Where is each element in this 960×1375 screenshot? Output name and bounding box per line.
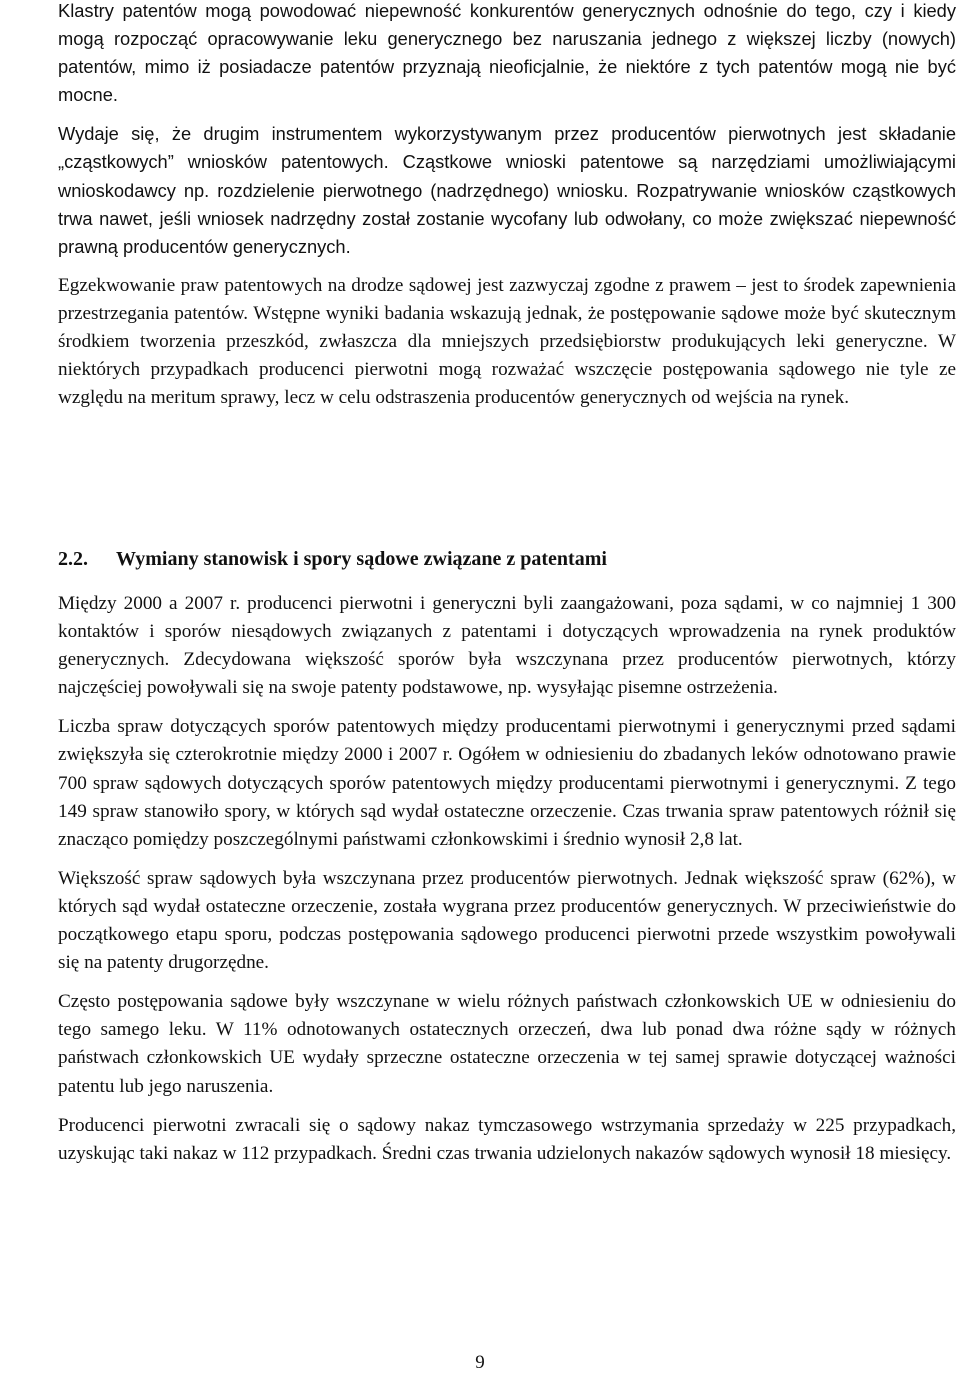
body-text-top bbox=[58, 0, 956, 570]
paragraph-interim-injunctions: Producenci pierwotni zwracali się o sądowy nakaz tymczasowego wstrzymania sprzedaży w 225 przypadkach, uzyskując taki nakaz w 112 przypadkach. Średni czas trwania udzielonych nakazów sądowych wynosił 18 miesięcy. bbox=[58, 1114, 956, 1164]
section-title: Wymiany stanowisk i spory sądowe związane z patentami bbox=[116, 548, 607, 570]
page-number: 9 bbox=[475, 1352, 485, 1373]
paragraph-multiple-member-states: Często postępowania sądowe były wszczynane w wielu różnych państwach członkowskich UE w odniesieniu do tego samego leku. W 11% odnotowanych ostatecznych orzeczeń, dwa lub ponad dwa różne sądy w różnych państwach członkowskich UE wydały sprzeczne ostateczne orzeczenia w tej samej sprawie dotyczącej ważności patentu lub jego naruszenia. bbox=[58, 991, 956, 1097]
paragraph-divisional-applications: Wydaje się, że drugim instrumentem wykorzystywanym przez producentów pierwotnych jest składanie „cząstkowych” wniosków patentowych. Cząstkowe wnioski patentowe są narzędziami umożliwiającymi wnioskodawcy np. rozdzielenie pierwotnego (nadrzędnego) wniosku. Rozpatrywanie wniosków cząstkowych trwa nawet, jeśli wniosek nadrzędny został zostanie wycofany lub odwołany, co może zwiększać niepewność prawną producentów generycznych. bbox=[58, 123, 956, 257]
paragraph-litigation-outcomes: Większość spraw sądowych była wszczynana przez producentów pierwotnych. Jednak większość spraw (62%), w których sąd wydał ostateczne orzeczenie, została wygrana przez producentów generycznych. W przeciwieństwie do początkowego etapu sporu, podczas postępowania sądowego producenci pierwotni przede wszystkim powoływali się na patenty drugorzędne. bbox=[58, 867, 956, 974]
paragraph-contacts-disputes: Między 2000 a 2007 r. producenci pierwotni i generyczni byli zaangażowani, poza sądami, w co najmniej 1 300 kontaktów i sporów niesądowych związanych z patentami i dotyczących wprowadzenia na rynek produktów generycznych. Zdecydowana większość sporów była wszczynana przez producentów pierwotnych, którzy najczęściej powoływali się na swoje patenty podstawowe, np. wysyłając pisemne ostrzeżenia. bbox=[58, 593, 956, 699]
section-number: 2.2. bbox=[58, 548, 88, 570]
paragraph-litigation-count: Liczba spraw dotyczących sporów patentowych między producentami pierwotnymi i generycznymi przed sądami zwiększyła się czterokrotnie między 2000 i 2007 r. Ogółem w odniesieniu do zbadanych leków odnotowano prawie 700 spraw sądowych dotyczących sporów patentowych między producentami pierwotnymi i generycznymi. Z tego 149 spraw stanowiło spory, w których sąd wydał ostateczne orzeczenie. Czas trwania spraw patentowych różnił się znacząco pomiędzy poszczególnymi państwami członkowskimi i średnio wynosił 2,8 lat. bbox=[58, 716, 956, 850]
section-heading bbox=[58, 548, 956, 580]
section-body bbox=[58, 590, 956, 1168]
paragraph-patent-enforcement: Egzekwowanie praw patentowych na drodze sądowej jest zazwyczaj zgodne z prawem – jest to środek zapewnienia przestrzegania patentów. Wstępne wyniki badania wskazują jednak, że postępowanie sądowe może być skutecznym środkiem tworzenia przeszkód, zwłaszcza dla mniejszych przedsiębiorstw produkujących leki generyczne. W niektórych przypadkach producenci pierwotni mogą rozważać wszczęcie postępowania sądowego nie tyle ze względu na meritum sprawy, lecz w celu odstraszenia producentów generycznych od wejścia na rynek. bbox=[58, 274, 956, 409]
paragraph-patent-clusters: Klastry patentów mogą powodować niepewność konkurentów generycznych odnośnie do tego, czy i kiedy mogą rozpocząć opracowywanie leku generycznego bez naruszania jednego z większej liczby (nowych) patentów, mimo iż posiadacze patentów przyznają nieoficjalnie, że niektóre z tych patentów mogą nie być mocne. bbox=[58, 0, 956, 106]
